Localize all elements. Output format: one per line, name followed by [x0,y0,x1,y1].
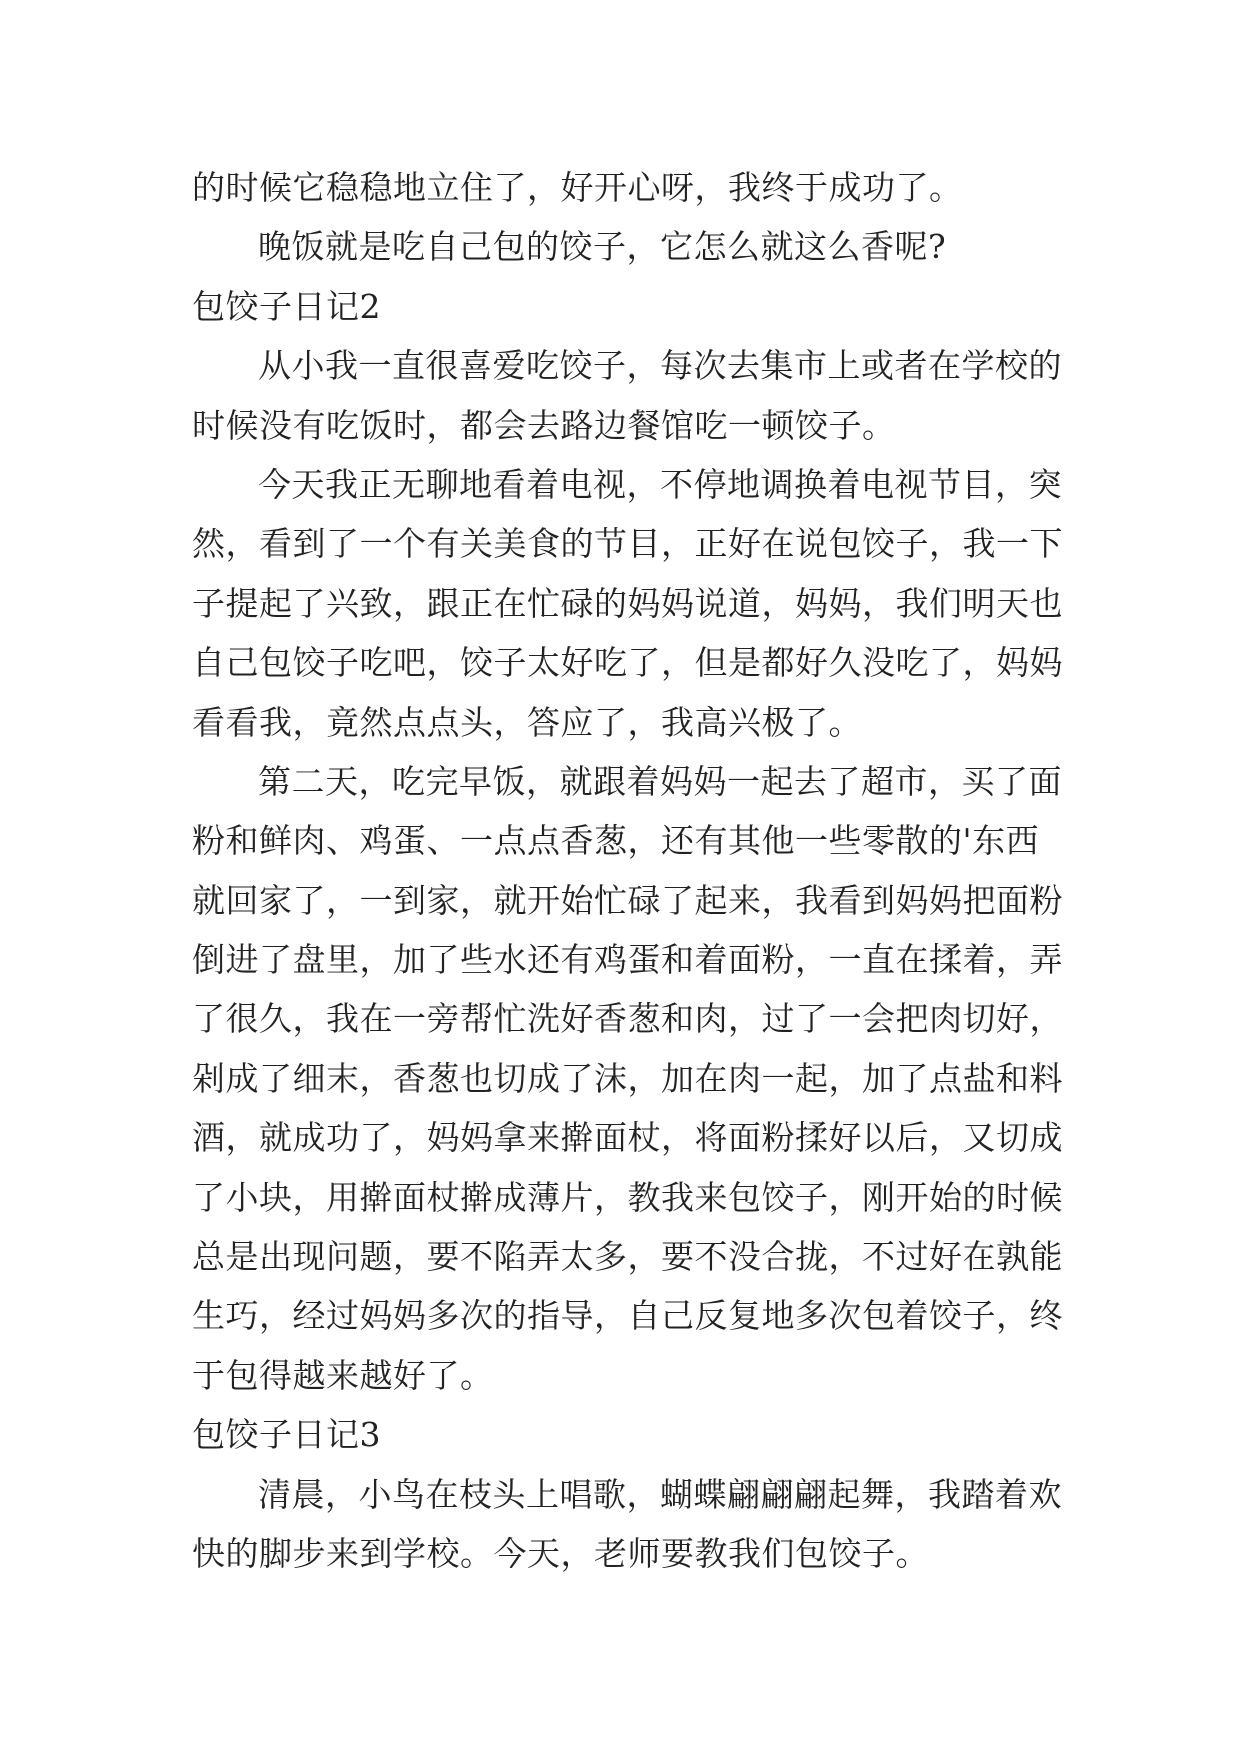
paragraph-line: 生巧，经过妈妈多次的指导，自己反复地多次包着饺子，终 [192,1296,1063,1336]
paragraph-line: 晚饭就是吃自己包的饺子，它怎么就这么香呢? [258,227,947,267]
paragraph-line: 清晨，小鸟在枝头上唱歌，蝴蝶翩翩翩起舞，我踏着欢 [258,1474,1062,1514]
paragraph-line: 的时候它稳稳地立住了，好开心呀，我终于成功了。 [192,168,963,207]
paragraph-line: 第二天，吃完早饭，就跟着妈妈一起去了超市，买了面 [258,761,1062,801]
paragraph-line: 了小块，用擀面杖擀成薄片，教我来包饺子，刚开始的时候 [192,1177,1063,1217]
paragraph-line: 剁成了细末，香葱也切成了沫，加在肉一起，加了点盐和料 [192,1058,1063,1098]
paragraph-line: 了很久，我在一旁帮忙洗好香葱和肉，过了一会把肉切好， [192,999,1063,1039]
paragraph-line: 倒进了盘里，加了些水还有鸡蛋和着面粉，一直在揉着，弄 [192,940,1063,980]
paragraph-line: 子提起了兴致，跟正在忙碌的妈妈说道，妈妈，我们明天也 [192,583,1063,623]
paragraph-line: 就回家了，一到家，就开始忙碌了起来，我看到妈妈把面粉 [192,880,1063,920]
paragraph-line: 然，看到了一个有关美食的节目，正好在说包饺子，我一下 [192,524,1063,564]
section-heading: 包饺子日记2 [192,286,381,326]
paragraph-line: 粉和鲜肉、鸡蛋、一点点香葱，还有其他一些零散的'东西 [192,821,1040,861]
paragraph-line: 快的脚步来到学校。今天，老师要教我们包饺子。 [192,1533,929,1573]
paragraph-line: 总是出现问题，要不陷弄太多，要不没合拢，不过好在孰能 [192,1237,1063,1277]
paragraph-line: 从小我一直很喜爱吃饺子，每次去集市上或者在学校的 [258,346,1062,386]
paragraph-line: 于包得越来越好了。 [192,1355,494,1395]
paragraph-line: 自己包饺子吃吧，饺子太好吃了，但是都好久没吃了，妈妈 [192,643,1063,683]
document-body [192,158,1063,1583]
paragraph-line: 今天我正无聊地看着电视，不停地调换着电视节目，突 [258,464,1062,504]
paragraph-line: 看看我，竟然点点头，答应了，我高兴极了。 [192,702,862,742]
paragraph-line: 酒，就成功了，妈妈拿来擀面杖，将面粉揉好以后，又切成 [192,1118,1063,1158]
section-heading: 包饺子日记3 [192,1415,381,1455]
paragraph-line: 时候没有吃饭时，都会去路边餐馆吃一顿饺子。 [192,405,896,445]
